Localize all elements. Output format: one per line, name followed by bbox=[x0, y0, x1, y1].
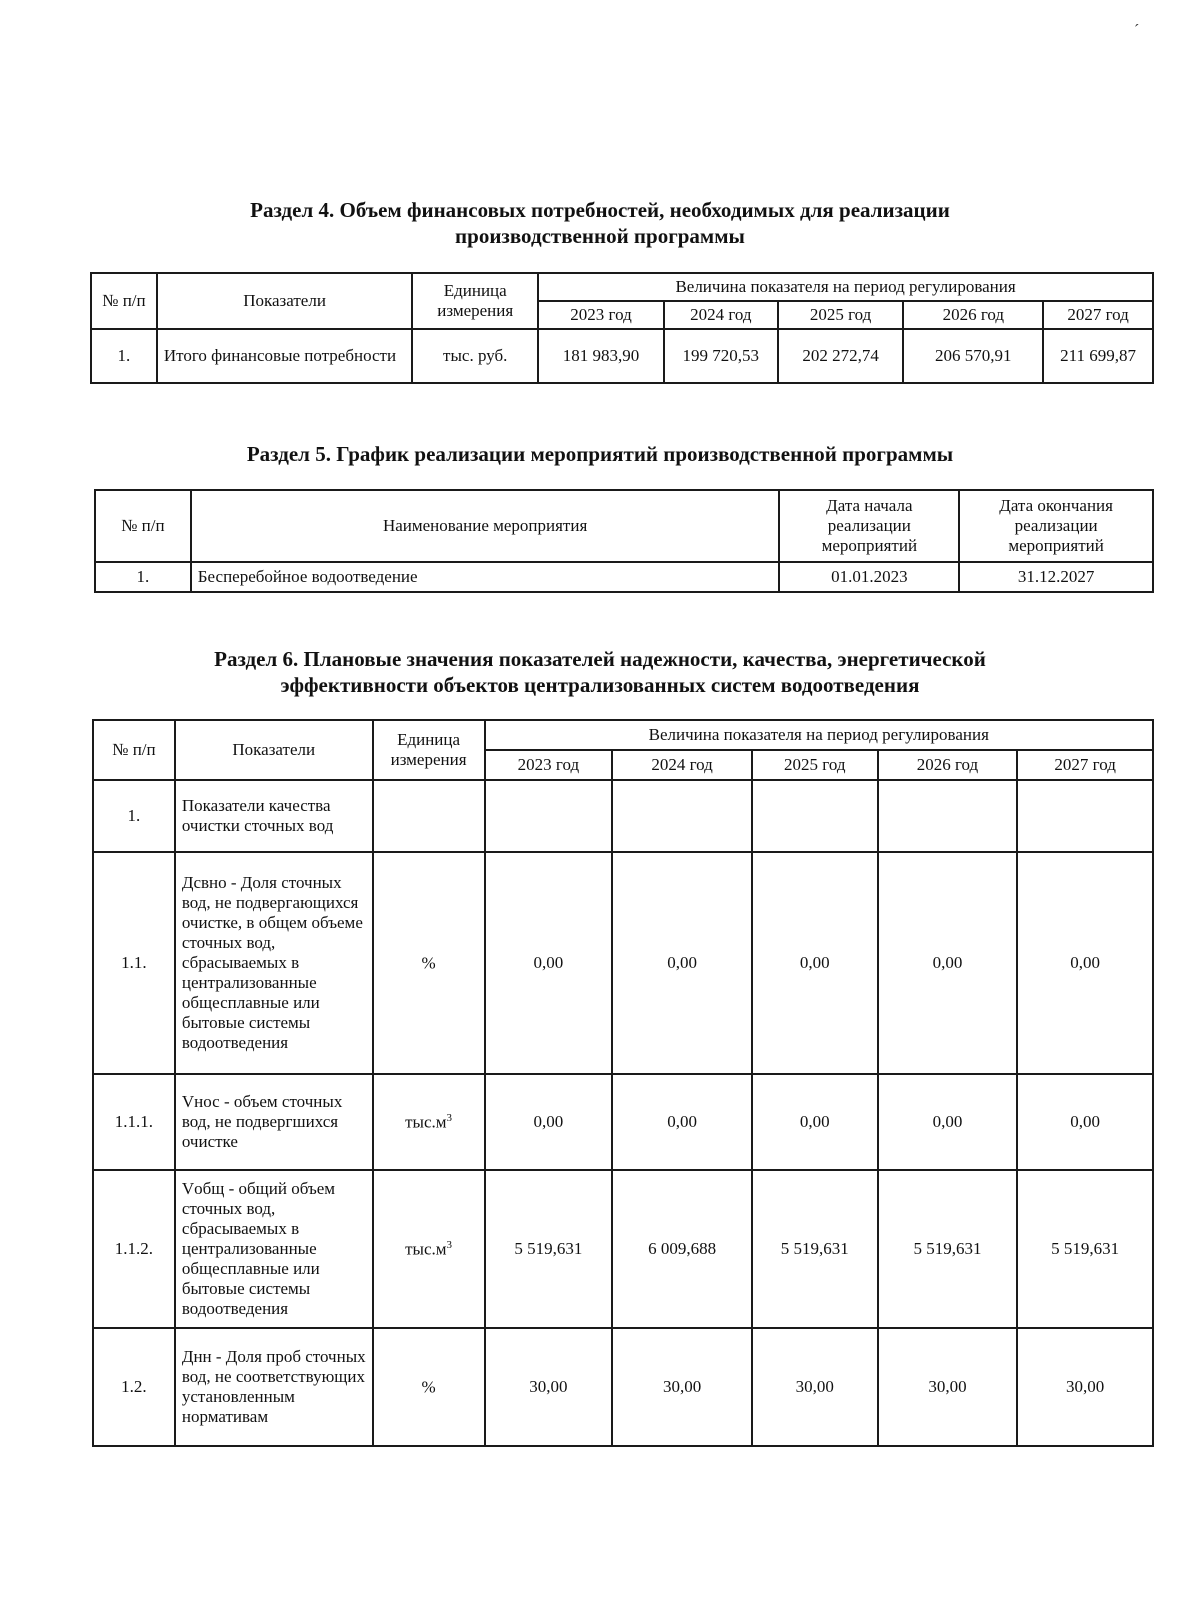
row-value: 0,00 bbox=[878, 1074, 1018, 1170]
unit-superscript: 3 bbox=[446, 1111, 453, 1124]
row-unit bbox=[373, 1328, 485, 1446]
row-value: 30,00 bbox=[1017, 1328, 1153, 1446]
s6-header-year: 2027 год bbox=[1017, 750, 1153, 780]
row-value: 5 519,631 bbox=[752, 1170, 878, 1328]
s6-header-unit: Единица измерения bbox=[373, 720, 485, 780]
section4-table bbox=[90, 272, 1154, 384]
row-value: 199 720,53 bbox=[664, 329, 778, 383]
section5-title: Раздел 5. График реализации мероприятий производственной программы bbox=[246, 442, 954, 466]
row-value bbox=[878, 780, 1018, 852]
row-value: 30,00 bbox=[612, 1328, 752, 1446]
s5-header-name: Наименование мероприятия bbox=[191, 490, 780, 562]
row-num: 1.2. bbox=[93, 1328, 175, 1446]
row-num: 1. bbox=[91, 329, 157, 383]
s5-header-start: Дата начала реализации мероприятий bbox=[779, 490, 959, 562]
row-value: 5 519,631 bbox=[1017, 1170, 1153, 1328]
table-row bbox=[93, 1328, 1153, 1446]
s6-header-indicators: Показатели bbox=[175, 720, 373, 780]
row-unit bbox=[373, 780, 485, 852]
section5-table bbox=[94, 489, 1154, 593]
row-value: 0,00 bbox=[612, 1074, 752, 1170]
unit-superscript: 3 bbox=[446, 1238, 453, 1251]
row-value bbox=[752, 780, 878, 852]
section6-title bbox=[0, 646, 1200, 698]
s4-header-year: 2027 год bbox=[1043, 301, 1153, 329]
row-start: 01.01.2023 bbox=[779, 562, 959, 592]
unit-text: % bbox=[421, 953, 436, 973]
row-indicator: Дсвно - Доля сточных вод, не подвергающихся очистке, в общем объеме сточных вод, сбрасываемых в централизованные общесплавные или бытовые системы водоотведения bbox=[175, 852, 373, 1074]
stray-mark: ˊ bbox=[1134, 22, 1140, 39]
unit-text: % bbox=[421, 1377, 436, 1397]
row-value bbox=[612, 780, 752, 852]
row-value: 0,00 bbox=[752, 852, 878, 1074]
row-value: 211 699,87 bbox=[1043, 329, 1153, 383]
row-name: Бесперебойное водоотведение bbox=[191, 562, 780, 592]
section6-table bbox=[92, 719, 1154, 1447]
row-value: 0,00 bbox=[1017, 1074, 1153, 1170]
s5-header-num: № п/п bbox=[95, 490, 191, 562]
unit-text: тыс.м bbox=[405, 1112, 447, 1132]
section4-title bbox=[0, 197, 1200, 249]
table-row bbox=[91, 329, 1153, 383]
table-row bbox=[93, 1074, 1153, 1170]
row-num: 1. bbox=[95, 562, 191, 592]
row-value: 0,00 bbox=[878, 852, 1018, 1074]
row-num: 1.1. bbox=[93, 852, 175, 1074]
row-value: 6 009,688 bbox=[612, 1170, 752, 1328]
row-unit bbox=[373, 1170, 485, 1328]
s6-header-year: 2024 год bbox=[612, 750, 752, 780]
row-num: 1.1.1. bbox=[93, 1074, 175, 1170]
section4-title-line1: Раздел 4. Объем финансовых потребностей, необходимых для реализации bbox=[250, 198, 950, 222]
row-value: 30,00 bbox=[752, 1328, 878, 1446]
section4-title-line2: производственной программы bbox=[455, 224, 745, 248]
row-value: 206 570,91 bbox=[903, 329, 1043, 383]
row-value: 202 272,74 bbox=[778, 329, 904, 383]
row-end: 31.12.2027 bbox=[959, 562, 1153, 592]
row-value: 30,00 bbox=[878, 1328, 1018, 1446]
section6-title-line2: эффективности объектов централизованных систем водоотведения bbox=[280, 673, 920, 697]
row-value bbox=[1017, 780, 1153, 852]
row-indicator: Днн - Доля проб сточных вод, не соответствующих установленным нормативам bbox=[175, 1328, 373, 1446]
row-indicator: Vобщ - общий объем сточных вод, сбрасываемых в централизованные общесплавные или бытовые системы водоотведения bbox=[175, 1170, 373, 1328]
s4-header-year: 2025 год bbox=[778, 301, 904, 329]
row-unit: тыс. руб. bbox=[412, 329, 538, 383]
row-value: 5 519,631 bbox=[485, 1170, 613, 1328]
row-indicator: Vнос - объем сточных вод, не подвергшихся очистке bbox=[175, 1074, 373, 1170]
row-value: 181 983,90 bbox=[538, 329, 664, 383]
row-value: 0,00 bbox=[752, 1074, 878, 1170]
s4-header-value-period: Величина показателя на период регулирования bbox=[538, 273, 1153, 301]
s5-header-end: Дата окончания реализации мероприятий bbox=[959, 490, 1153, 562]
row-num: 1. bbox=[93, 780, 175, 852]
unit-text: тыс.м bbox=[405, 1239, 447, 1259]
table-row bbox=[95, 562, 1153, 592]
row-value: 0,00 bbox=[485, 852, 613, 1074]
table-row bbox=[93, 852, 1153, 1074]
s4-header-num: № п/п bbox=[91, 273, 157, 329]
s4-header-year: 2023 год bbox=[538, 301, 664, 329]
row-value bbox=[485, 780, 613, 852]
row-num: 1.1.2. bbox=[93, 1170, 175, 1328]
s4-header-year: 2026 год bbox=[903, 301, 1043, 329]
s6-header-year: 2023 год bbox=[485, 750, 613, 780]
table-row bbox=[93, 780, 1153, 852]
s4-header-indicators: Показатели bbox=[157, 273, 412, 329]
row-value: 0,00 bbox=[1017, 852, 1153, 1074]
row-unit bbox=[373, 1074, 485, 1170]
row-value: 30,00 bbox=[485, 1328, 613, 1446]
row-value: 0,00 bbox=[485, 1074, 613, 1170]
s4-header-unit: Единица измерения bbox=[412, 273, 538, 329]
s6-header-value-period: Величина показателя на период регулирования bbox=[485, 720, 1153, 750]
s4-header-year: 2024 год bbox=[664, 301, 778, 329]
s6-header-year: 2026 год bbox=[878, 750, 1018, 780]
s6-header-year: 2025 год bbox=[752, 750, 878, 780]
section6-title-line1: Раздел 6. Плановые значения показателей надежности, качества, энергетической bbox=[214, 647, 986, 671]
s6-header-num: № п/п bbox=[93, 720, 175, 780]
row-unit bbox=[373, 852, 485, 1074]
row-indicator: Итого финансовые потребности bbox=[157, 329, 412, 383]
row-value: 0,00 bbox=[612, 852, 752, 1074]
row-indicator: Показатели качества очистки сточных вод bbox=[175, 780, 373, 852]
row-value: 5 519,631 bbox=[878, 1170, 1018, 1328]
table-row bbox=[93, 1170, 1153, 1328]
